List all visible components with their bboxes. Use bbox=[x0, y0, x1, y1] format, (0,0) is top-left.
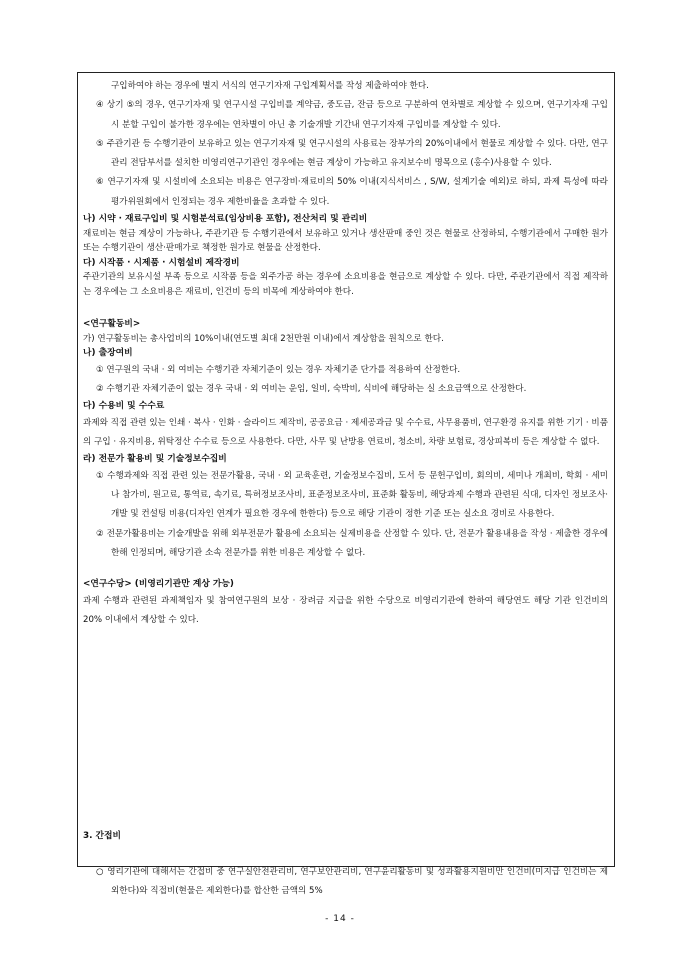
expert-item-2: ② 전문가활용비는 기술개발을 위해 외부전문가 활용에 소요되는 실제비용을 산정할 수 있다. 단, 전문가 활용내용을 작성 · 제출한 경우에 한해 인정되며, 해당기관 소속 전문가를 위한 비용은 계상할 수 없다. bbox=[96, 528, 608, 558]
indirect-cost-item: ○ 영리기관에 대해서는 간접비 중 연구실안전관리비, 연구보안관리비, 연구윤리활동비 및 성과활용지원비만 인건비(미지급 인건비는 제외한다)와 직접비(현물은 제외한다)를 합산한 금액의 5% bbox=[96, 867, 608, 897]
heading-travel: 나) 출장여비 bbox=[83, 348, 133, 359]
item-5: ⑤ 주관기관 등 수행기관이 보유하고 있는 연구기자재 및 연구시설의 사용료는 장부가의 20%이내에서 현물로 계상할 수 있다. 다만, 연구관리 전담부서를 설치한 비영리연구기관인 경우에는 현금 계상이 가능하고 유지보수비 명목으로 (홍수)사용할 수 있다. bbox=[96, 138, 608, 169]
heading-materials: 나) 시약 · 재료구입비 및 시험분석료(임상비용 포함), 전산처리 및 관리비 bbox=[83, 214, 368, 225]
page-number: - 14 - bbox=[325, 914, 355, 924]
paragraph-fees: 과제와 직접 관련 있는 인쇄 · 복사 · 인화 · 슬라이드 제작비, 공공요금 · 제세공과금 및 수수료, 사무용품비, 연구환경 유지를 위한 기기 · 비품의 구입 · 유지비용, 위탁정산 수수료 등으로 사용한다. 다만, 사무 및 난방용 연료비, 청소비, 차량 보험료, 경상피복비 등은 계상할 수 없다. bbox=[83, 417, 608, 447]
section-3-title: 3. 간접비 bbox=[83, 831, 122, 841]
paragraph-prototype: 주관기관의 보유시설 부족 등으로 시작품 등을 외주가공 하는 경우에 소요비용을 현금으로 계상할 수 있다. 다만, 주관기관에서 직접 제작하는 경우에는 그 소요비용은 재료비, 인건비 등의 비목에 계상하여야 한다. bbox=[83, 272, 608, 297]
paragraph: 구입하여야 하는 경우에 별지 서식의 연구기자재 구입계획서를 작성 제출하여야 한다. bbox=[111, 81, 429, 91]
content-inner bbox=[78, 73, 614, 630]
paragraph-allowance: 과제 수행과 관련된 과제책임자 및 참여연구원의 보상 · 장려금 지급을 위한 수당으로 비영리기관에 한하여 해당연도 해당 기관 인건비의 20% 이내에서 계상할 수 있다. bbox=[83, 595, 608, 626]
paragraph-activity: 가) 연구활동비는 총사업비의 10%이내(연도별 최대 2천만원 이내)에서 계상함을 원칙으로 한다. bbox=[83, 333, 444, 344]
travel-item-1: ① 연구원의 국내 · 외 여비는 수행기관 자체기준이 있는 경우 자체기준 단가를 적용하여 산정한다. bbox=[96, 364, 461, 375]
heading-expert: 라) 전문가 활용비 및 기술정보수집비 bbox=[83, 454, 227, 465]
expert-item-1: ① 수행과제와 직접 관련 있는 전문가활용, 국내 · 외 교육훈련, 기술정보수집비, 도서 등 문헌구입비, 회의비, 세미나 개최비, 학회 · 세미나 참가비, 원고료, 통역료, 속기료, 특허정보조사비, 표준정보조사비, 표준화 활동비, 해당과제 수행과 관련된 식대, 디자인 정보조사·개발 및 컨설팅 비용(디자인 연계가 필요한 경우에 한한다) 등으로 해당 기관이 정한 기준 또는 실소요 경비로 사용한다. bbox=[96, 470, 608, 520]
heading-fees: 다) 수용비 및 수수료 bbox=[83, 401, 165, 412]
item-6: ⑥ 연구기자재 및 시설비에 소요되는 비용은 연구장비·재료비의 50% 이내(지식서비스 , S/W, 설계기술 예외)로 하되, 과제 특성에 따라 평가위원회에서 인정되는 경우 제한비율을 초과할 수 있다. bbox=[96, 177, 608, 207]
heading-prototype: 다) 시작품 · 시제품 · 시험설비 제작경비 bbox=[83, 257, 240, 268]
heading-research-activity: <연구활동비> bbox=[83, 319, 141, 330]
content-box bbox=[77, 72, 615, 897]
heading-allowance: <연구수당> (비영리기관만 계상 가능) bbox=[83, 579, 234, 590]
item-4: ④ 상기 ⑤의 경우, 연구기자재 및 연구시설 구입비를 계약금, 중도금, 잔금 등으로 구분하여 연차별로 계상할 수 있으며, 연구기자재 구입시 분할 구입이 불가한 경우에는 연차별이 아닌 총 기술개발 기간내 연구기자재 구입비를 계상할 수 있다. bbox=[96, 100, 608, 130]
paragraph-materials: 재료비는 현금 계상이 가능하나, 주관기관 등 수행기관에서 보유하고 있거나 생산판매 중인 것은 현물로 산정하되, 수행기관에서 구매한 원가 또는 수행기관이 생산·판매가로 책정한 원가로 현물을 산정한다. bbox=[83, 228, 608, 254]
travel-item-2: ② 수행기관 자체기준이 없는 경우 국내 · 외 여비는 운임, 일비, 숙박비, 식비에 해당하는 실 소요금액으로 산정한다. bbox=[96, 383, 527, 394]
